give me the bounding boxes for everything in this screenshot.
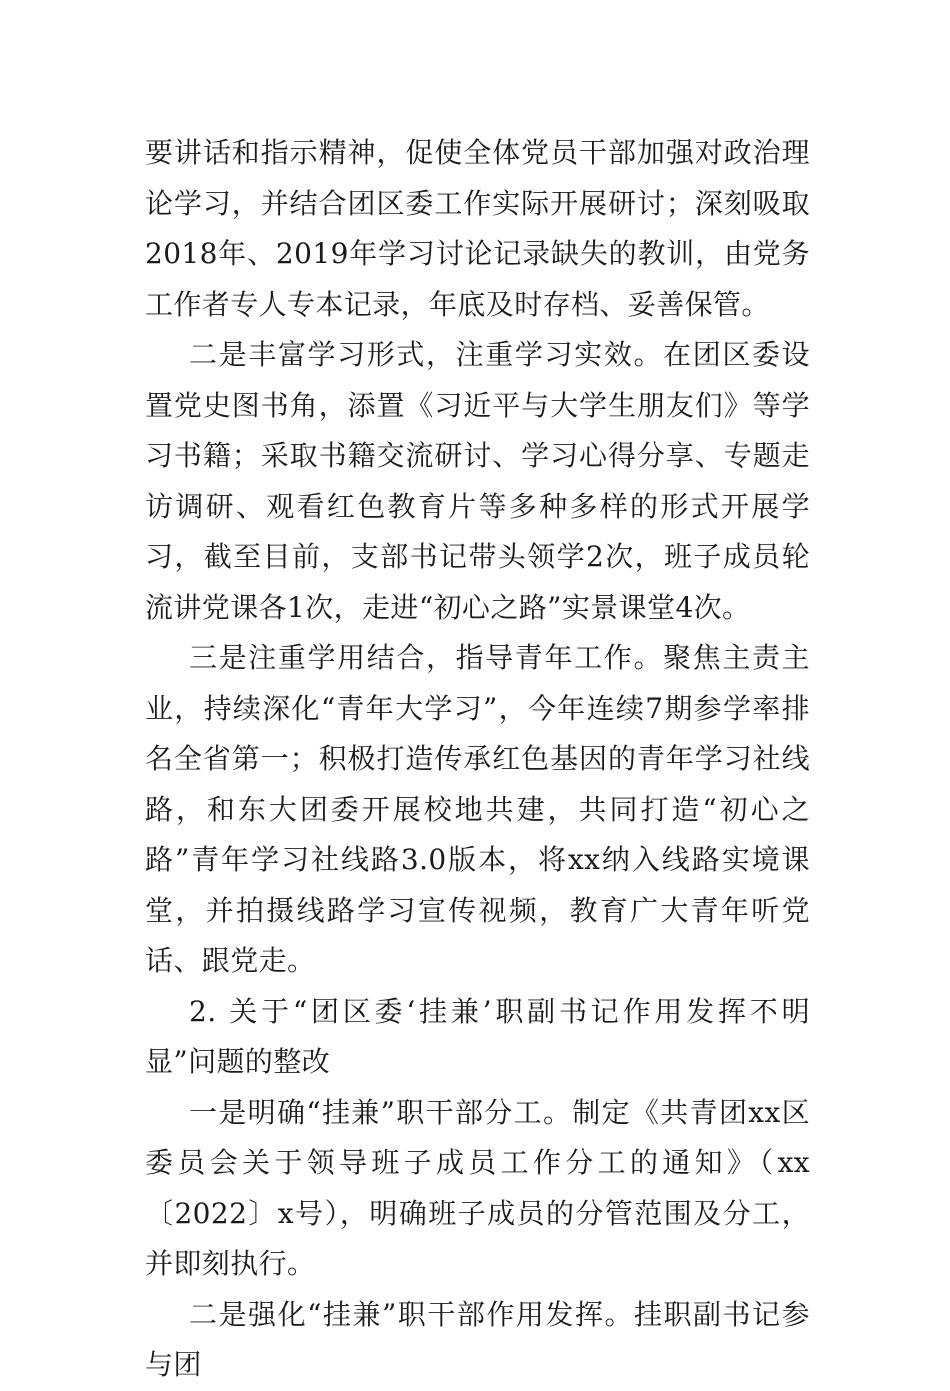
section-heading-2: 2. 关于“团区委‘挂兼’职副书记作用发挥不明显”问题的整改	[145, 994, 810, 1078]
paragraph-point-two-b: 二是强化“挂兼”职干部作用发挥。挂职副书记参与团	[145, 1297, 810, 1381]
paragraph-point-two: 二是丰富学习形式，注重学习实效。在团区委设置党史图书角，添置《习近平与大学生朋友们》等学习书籍；采取书籍交流研讨、学习心得分享、专题走访调研、观看红色教育片等多种多样的形式开展学习，截至目前，支部书记带头领学2次，班子成员轮流讲党课各1次，走进“初心之路”实景课堂4次。	[145, 338, 810, 624]
paragraph-point-one: 一是明确“挂兼”职干部分工。制定《共青团xx区委员会关于领导班子成员工作分工的通知》（xx〔2022〕x号），明确班子成员的分管范围及分工，并即刻执行。	[145, 1095, 810, 1280]
document-body	[145, 128, 810, 1391]
paragraph-continuation: 要讲话和指示精神，促使全体党员干部加强对政治理论学习，并结合团区委工作实际开展研讨；深刻吸取2018年、2019年学习讨论记录缺失的教训，由党务工作者专人专本记录，年底及时存档、妥善保管。	[145, 136, 810, 321]
paragraph-point-three: 三是注重学用结合，指导青年工作。聚焦主责主业，持续深化“青年大学习”，今年连续7期参学率排名全省第一；积极打造传承红色基因的青年学习社线路，和东大团委开展校地共建，共同打造“初心之路”青年学习社线路3.0版本，将xx纳入线路实境课堂，并拍摄线路学习宣传视频，教育广大青年听党话、跟党走。	[145, 641, 810, 977]
